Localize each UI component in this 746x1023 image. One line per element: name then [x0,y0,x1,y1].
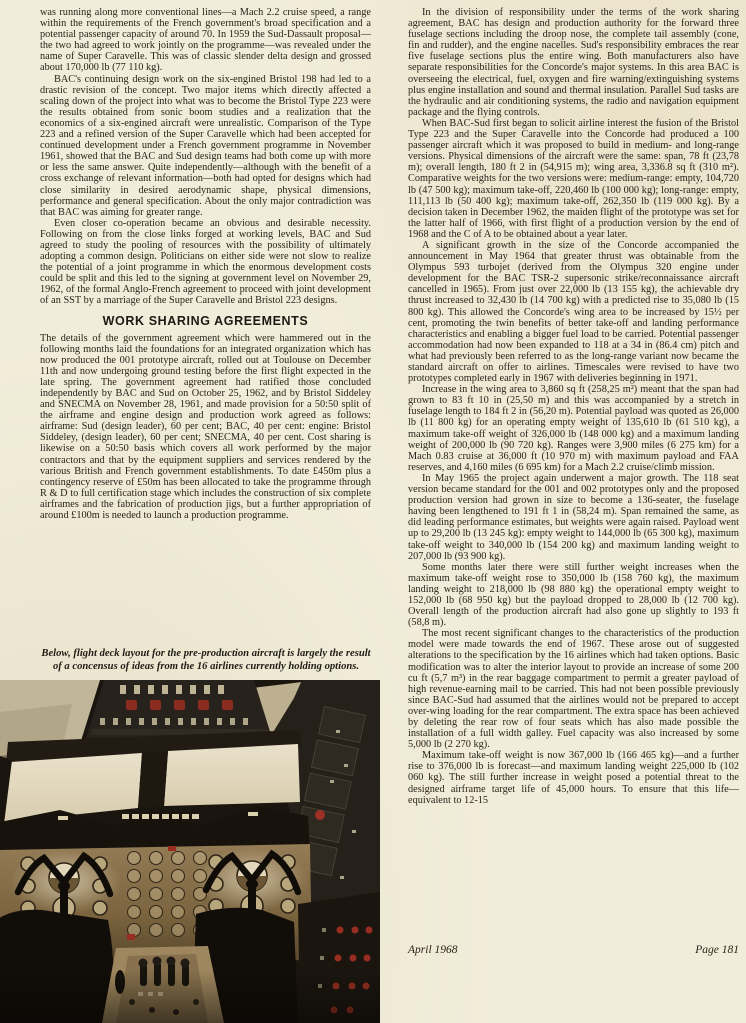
paragraph: was running along more conventional lines—a Mach 2.2 cruise speed, a range within the requirements of the French government's broad specification and a potential passenger capacity of around 70. In 1959 the Sud-Dassault proposal—the two had agreed to work jointly on the programme—was revealed under the name of Super Caravelle. This was of classic slender delta design and grossed about 170,000 lb (77 110 kg). [40,7,371,74]
paragraph: In the division of responsibility under the terms of the work sharing agreement, BAC has design and production authority for the forward three fuselage sections including the droop nose, the complete tail assembly (cone, fin and rudder), and the engine nacelles. Sud's responsibility embraces the rear five fuselage sections plus the entire wing. Both manufacturers also have separate responsibilities for the Concorde's major systems. In this area BAC is overseeing the electrical, fuel, oxygen and fire warning/extinguishing systems plus engine installation and sound and thermal insulation. Parallel Sud tasks are the hydraulic and air conditioning systems, the radio and navigation equipment package and the flying controls. [408,7,739,118]
paragraph: In May 1965 the project again underwent a major growth. The 118 seat version became standard for the 001 and 002 prototypes only and the proposed production version had grown in size to become a 136-seater, the fuselage having been lengthened to 191 ft 1 in (58,24 m). Span remained the same, as did leading performance estimates, but weights were again raised. Payload went up to 29,200 lb (13 245 kg): empty weight to 144,000 lb (65 300 kg), maximum take-off weight to 340,000 lb (154 200 kg) and maximum landing weight to 207,000 lb (93 900 kg). [408,472,739,562]
flight-deck-photo [0,680,380,1023]
footer-page-number: Page 181 [695,944,739,956]
section-heading: WORK SHARING AGREEMENTS [102,313,309,328]
paragraph: Some months later there were still further weight increases when the maximum take-off weight rose to 350,000 lb (158 760 kg), the maximum landing weight to 218,000 lb (98 880 kg) the operational empty weight to 152,000 lb (68 950 kg) but the payload dropped to 28,000 lb (12 700 kg). Overall length of the production aircraft had also gone up slightly to 193 ft (58,8 m). [408,561,739,629]
photo-caption-line: of a concensus of ideas from the 16 airlines currently holding options. [52,661,360,672]
paragraph: Even closer co-operation became an obvious and desirable necessity. Following on from the close links forged at working levels, BAC and Sud agreed to study the pooling of resources with the possibility of ultimately adopting a common design. Politicians on either side were not slow to realize the potential of a joint programme in which the enormous development costs could be split and this led to the signing at government level on November 29, 1962, of the formal Anglo-French agreement to proceed with joint development of an SST by a marriage of the Super Caravelle and Bristol 223 designs. [40,217,371,307]
left-column [40,7,371,521]
photo-caption-line: Below, flight deck layout for the pre-production aircraft is largely the result [41,648,371,659]
paragraph: BAC's continuing design work on the six-engined Bristol 198 had led to a drastic revision of the concept. Two major items which directly affected a scaling down of the project into what was to become the Bristol Type 223 were the results obtained from sonic boom studies and a realization that the economics of a six-engined aircraft were unrealistic. Comparison of the Type 223 and a refined version of the Super Caravelle which had been accepted for continued development under a French government programme in November 1961, showed that the BAC and Sud design teams had both come up with more or less the same answer. Quite independently—although with the benefit of a cross exchange of relevant information—both had opted for designs which had close similarity in desired aerodynamic shape, physical dimensions, performance and general specification. About the only major contradiction was that BAC was aiming for greater range. [40,73,371,218]
paragraph: The most recent significant changes to the characteristics of the production model were made towards the end of 1967. These arose out of suggested alterations to the specification by the 16 airlines which had taken options. Basic modification was to alter the interior layout to provide an increase of some 200 cu ft (5,7 m³) in the rear baggage compartment to permit a greater payload of high revenue-earning mail to be carried. This had not been possible previously since BAC-Sud had assumed that the airlines would not be prepared to accept over-wing loading for the rear compartment. The extra space has been achieved by deleting the rear row of four seats which has also made possible the installation of a full width galley. Fuel capacity was also increased by some 5,000 lb (2 270 kg). [408,628,739,751]
paragraph: A significant growth in the size of the Concorde accompanied the announcement in May 1964 that greater thrust was obtainable from the Olympus 593 turbojet (derived from the Olympus 320 engine under development for the BAC TSR-2 supersonic strike/reconnaissance aircraft cancelled in 1965). From just over 22,000 lb (13 155 kg), the achievable dry thrust increased to 32,430 lb (14 700 kg) with a predicted rise to 35,080 lb (15 800 kg). This allowed the Concorde's wing area to be increased by 15½ per cent, promoting the twin benefits of better take-off and landing performance characteristics and enabling a bigger fuel load to be carried. Potential passenger accommodation had now been expanded to 118 at a 34 in (86.4 cm) pitch and what had previously been referred to as the long-range variant now became the standard aircraft on offer to airlines. Timescales were revised to have two prototypes completed early in 1967 with deliveries beginning in 1971. [408,239,739,385]
photo-caption [34,647,378,673]
right-column [408,7,739,806]
paragraph: The details of the government agreement which were hammered out in the following months laid the foundations for an integrated organization which has now produced the 001 prototype aircraft, rolled out at Toulouse on December 11th and now undergoing ground testing before the first flight expected in the late spring. The government agreement had ratified those concluded independently by BAC and Sud on October 25, 1962, and by Bristol Siddeley and SNECMA on November 28, 1961, and made provision for a 50:50 split of the airframe and engine design and production work agreed as follows: airframe: Sud (design leader), 60 per cent; BAC, 40 per cent: engine: Bristol Siddeley, (design leader), 60 per cent; SNECMA, 40 per cent. Cost sharing is likewise on a 50:50 basis which covers all work performed by the major contractors and that by the equipment suppliers and services rendered by the various British and French government establishments. To date £450m plus a contingency reserve of £50m has been allocated to take the programme through R & D to full certification stage which includes the construction of six complete airframes and the fabrication of production jigs, but a further appropriation of around £100m is needed to launch a production programme. [40,332,371,522]
paragraph: Increase in the wing area to 3,860 sq ft (258,25 m²) meant that the span had grown to 83 ft 10 in (25,50 m) and this was accompanied by a stretch in fuselage length to 184 ft 2 in (56,20 m). Potential payload was quoted as 26,000 lb (11 800 kg) for an operating empty weight of 135,610 lb (61 510 kg), a maximum take-off weight of 326,000 lb (148 000 kg) and a maximum landing weight of 200,000 lb (90 720 kg). Ranges were 3,900 miles (6 275 km) for a Mach 0.83 cruise at 36,000 ft (10 970 m) with maximum payload and FAA reserves, and 4,160 miles (6 695 km) for a Mach 2.2 cruise/climb mission. [408,384,739,473]
paragraph: Maximum take-off weight is now 367,000 lb (166 465 kg)—and a further rise to 376,000 lb is forecast—and maximum landing weight 225,000 lb (102 060 kg). The still further increase in weight posed a potential threat to the designed airframe target life of 45,000 hours. To ensure that this life—equivalent to 12-15 [408,750,739,806]
paragraph: When BAC-Sud first began to solicit airline interest the fusion of the Bristol Type 223 and the Super Caravelle into the Concorde had produced a 100 passenger aircraft which it was proposed to build in medium- and long-range versions. Physical dimensions of the aircraft were the same: span, 78 ft (23,78 m); overall length, 180 ft 2 in (54,915 m); wing area, 3,336.8 sq ft (310 m²). Comparative weights for the two versions were: medium-range: empty, 104,720 lb (47 500 kg); maximum take-off, 220,460 lb (100 000 kg); long-range: empty, 111,113 lb (50 400 kg); maximum take-off, 262,350 lb (119 000 kg). By a decision taken in December 1962, the maiden flight of the prototype was set for the latter half of 1966, with first flight of a production version by the end of 1968 and the C of A to be obtained about a year later. [408,117,739,240]
page-footer [408,944,739,956]
footer-issue-date: April 1968 [408,944,458,956]
